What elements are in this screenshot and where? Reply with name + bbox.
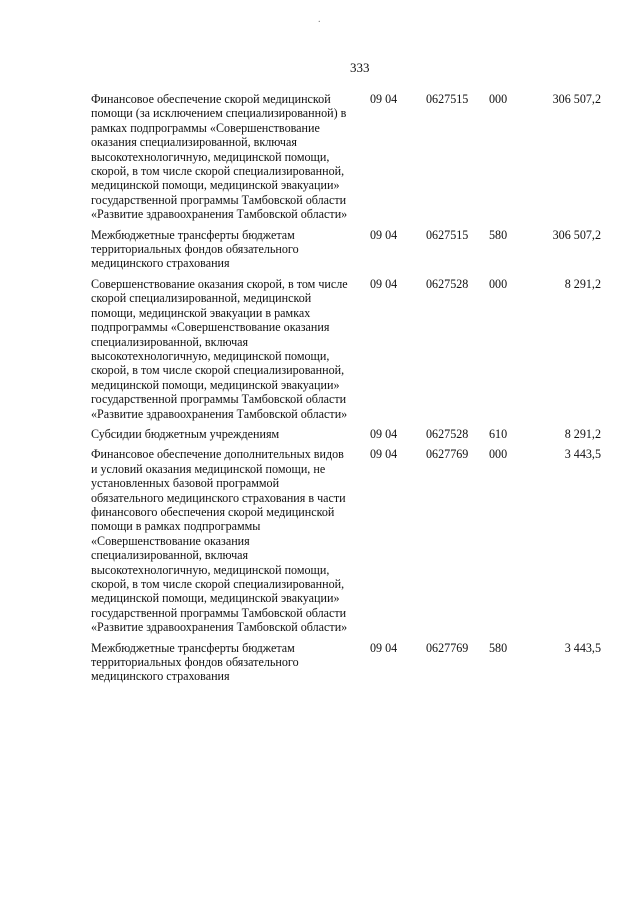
table-row [91, 228, 601, 277]
row-section-code: 09 04 [370, 276, 398, 291]
row-name: Совершенствование оказания скорой, в том числе скорой специализированной, медицинской помощи, медицинской эвакуации в рамках подпрограммы «Совершенствование оказания специализированной, включая высокотехнологичную, медицинской помощи, скорой, в том числе скорой специализированной, медицинской помощи, медицинской эвакуации» государственной программы Тамбовской области «Развитие здравоохранения Тамбовской области» [91, 276, 348, 421]
row-target-code: 0627769 [426, 447, 469, 462]
row-section-code: 09 04 [370, 640, 398, 655]
page-top-mark: . [318, 14, 321, 25]
row-section-code: 09 04 [370, 447, 398, 462]
table-row [91, 427, 601, 447]
row-expense-type: 580 [489, 640, 508, 655]
row-target-code: 0627515 [426, 227, 469, 242]
row-name: Финансовое обеспечение дополнительных видов и условий оказания медицинской помощи, не установленных базовой программой обязательного медицинского страхования в части финансового обеспечения скорой медицинской помощи в рамках подпрограммы «Совершенствование оказания специализированной, включая высокотехнологичную, медицинской помощи, скорой, в том числе скорой специализированной, медицинской помощи, медицинской эвакуации» государственной программы Тамбовской области «Развитие здравоохранения Тамбовской области» [91, 447, 348, 635]
row-target-code: 0627528 [426, 276, 469, 291]
row-amount: 3 443,5 [564, 447, 601, 462]
row-name: Финансовое обеспечение скорой медицинской помощи (за исключением специализированной) в рамках подпрограммы «Совершенствование оказания специализированной, включая высокотехнологичную, медицинской помощи, скорой, в том числе скорой специализированной, медицинской помощи, медицинской эвакуации» государственной программы Тамбовской области «Развитие здравоохранения Тамбовской области» [91, 92, 348, 222]
row-target-code: 0627528 [426, 426, 469, 441]
table-row [91, 277, 601, 427]
row-target-code: 0627769 [426, 640, 469, 655]
row-expense-type: 000 [489, 447, 508, 462]
row-section-code: 09 04 [370, 92, 398, 106]
table-row [91, 447, 601, 640]
row-amount: 306 507,2 [552, 92, 601, 106]
row-section-code: 09 04 [370, 426, 398, 441]
row-amount: 8 291,2 [564, 276, 601, 291]
row-amount: 306 507,2 [552, 227, 601, 242]
row-amount: 3 443,5 [564, 640, 601, 655]
budget-table [91, 92, 601, 690]
table-row [91, 92, 601, 228]
page-number: 333 [350, 60, 370, 75]
row-expense-type: 580 [489, 227, 508, 242]
row-name: Межбюджетные трансферты бюджетам территориальных фондов обязательного медицинского страхования [91, 227, 299, 271]
row-name: Субсидии бюджетным учреждениям [91, 426, 280, 441]
row-amount: 8 291,2 [564, 426, 601, 441]
row-name: Межбюджетные трансферты бюджетам территориальных фондов обязательного медицинского страхования [91, 640, 299, 684]
table-row [91, 641, 601, 690]
row-target-code: 0627515 [426, 92, 469, 106]
row-section-code: 09 04 [370, 227, 398, 242]
row-expense-type: 000 [489, 92, 508, 106]
row-expense-type: 000 [489, 276, 508, 291]
row-expense-type: 610 [489, 426, 508, 441]
